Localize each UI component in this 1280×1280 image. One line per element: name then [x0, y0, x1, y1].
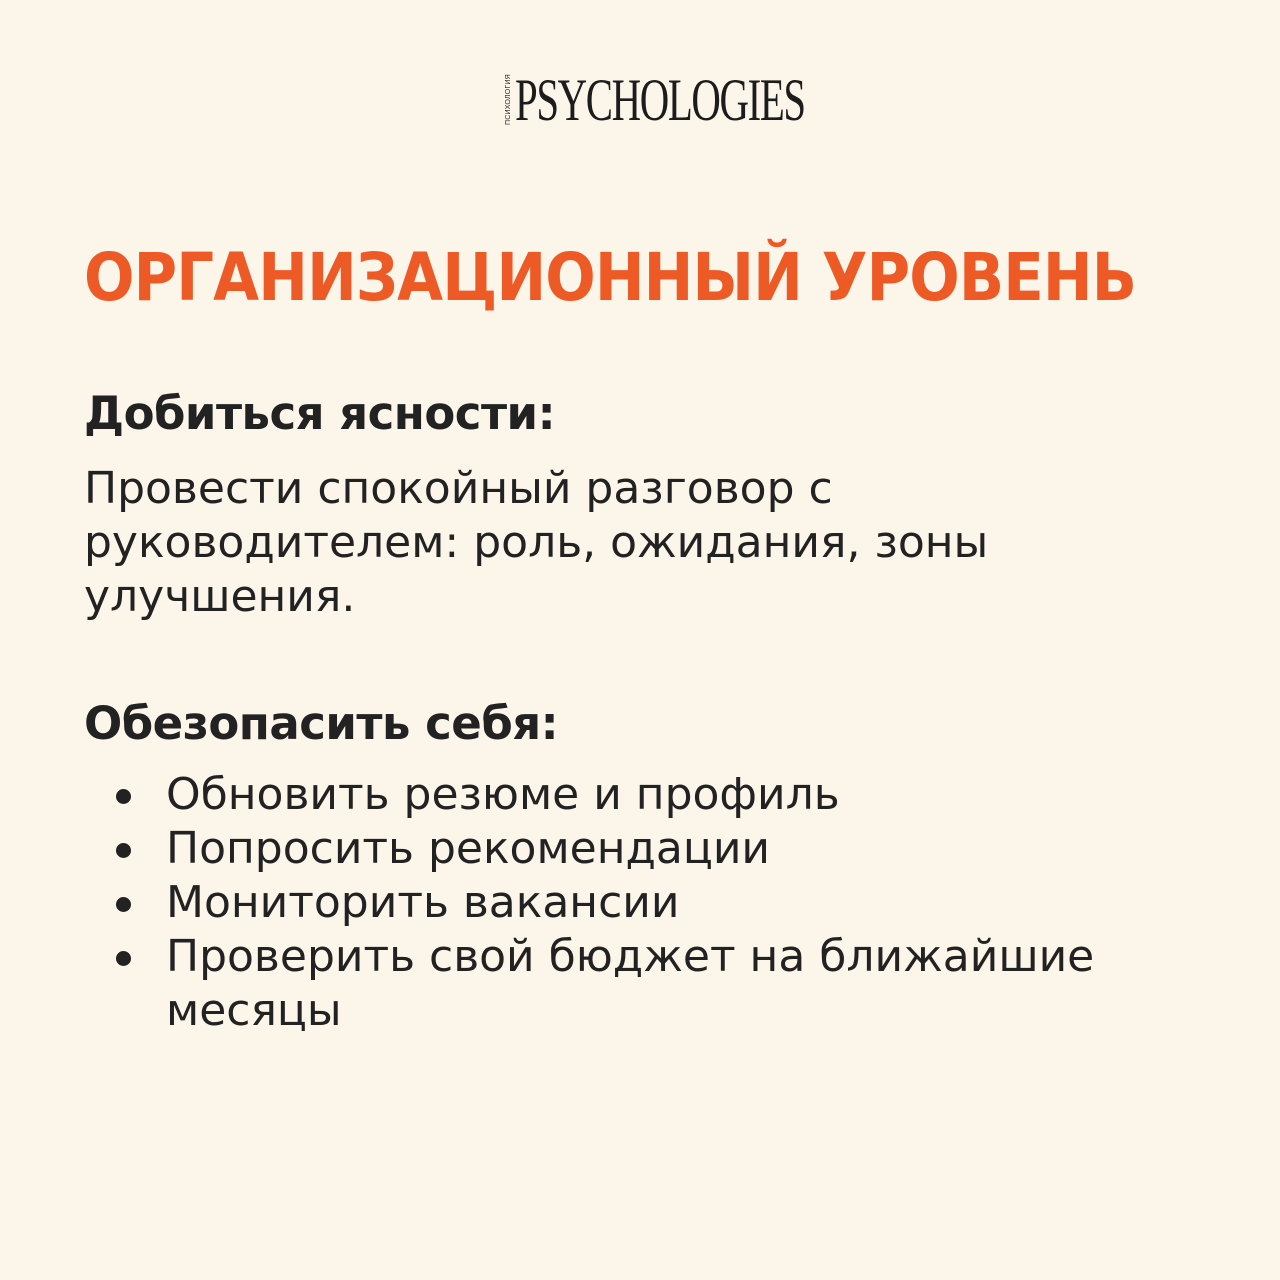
list-item: [84, 876, 1166, 930]
list-item-text: Обновить резюме и профиль: [166, 769, 840, 820]
section-heading-clarity: Добиться ясности:: [84, 387, 556, 440]
bullet-icon: [116, 843, 131, 858]
bullet-icon: [116, 897, 131, 912]
section-text-clarity: Провести спокойный разговор с руководителем: роль, ожидания, зоны улучшения.: [84, 463, 989, 622]
page-title: ОРГАНИЗАЦИОННЫЙ УРОВЕНЬ: [84, 239, 1137, 316]
logo-wordmark: PSYCHOLOGIES: [515, 67, 805, 133]
list-item-text: Попросить рекомендации: [166, 823, 771, 874]
list-item: [84, 822, 1166, 876]
section-heading-protect: Обезопасить себя:: [84, 697, 559, 750]
bullet-list: [84, 768, 1224, 1038]
bullet-icon: [116, 951, 131, 966]
list-item-text: Мониторить вакансии: [166, 877, 680, 928]
list-item: [84, 768, 1166, 822]
slide-content: [84, 236, 1224, 1038]
psychologies-logo: [505, 67, 805, 133]
list-item-text: Проверить свой бюджет на ближайшие месяцы: [166, 931, 1095, 1036]
bullet-icon: [116, 789, 131, 804]
logo-side-text: ПСИХОЛОГИЯ: [505, 74, 512, 126]
list-item: [84, 930, 1166, 1038]
